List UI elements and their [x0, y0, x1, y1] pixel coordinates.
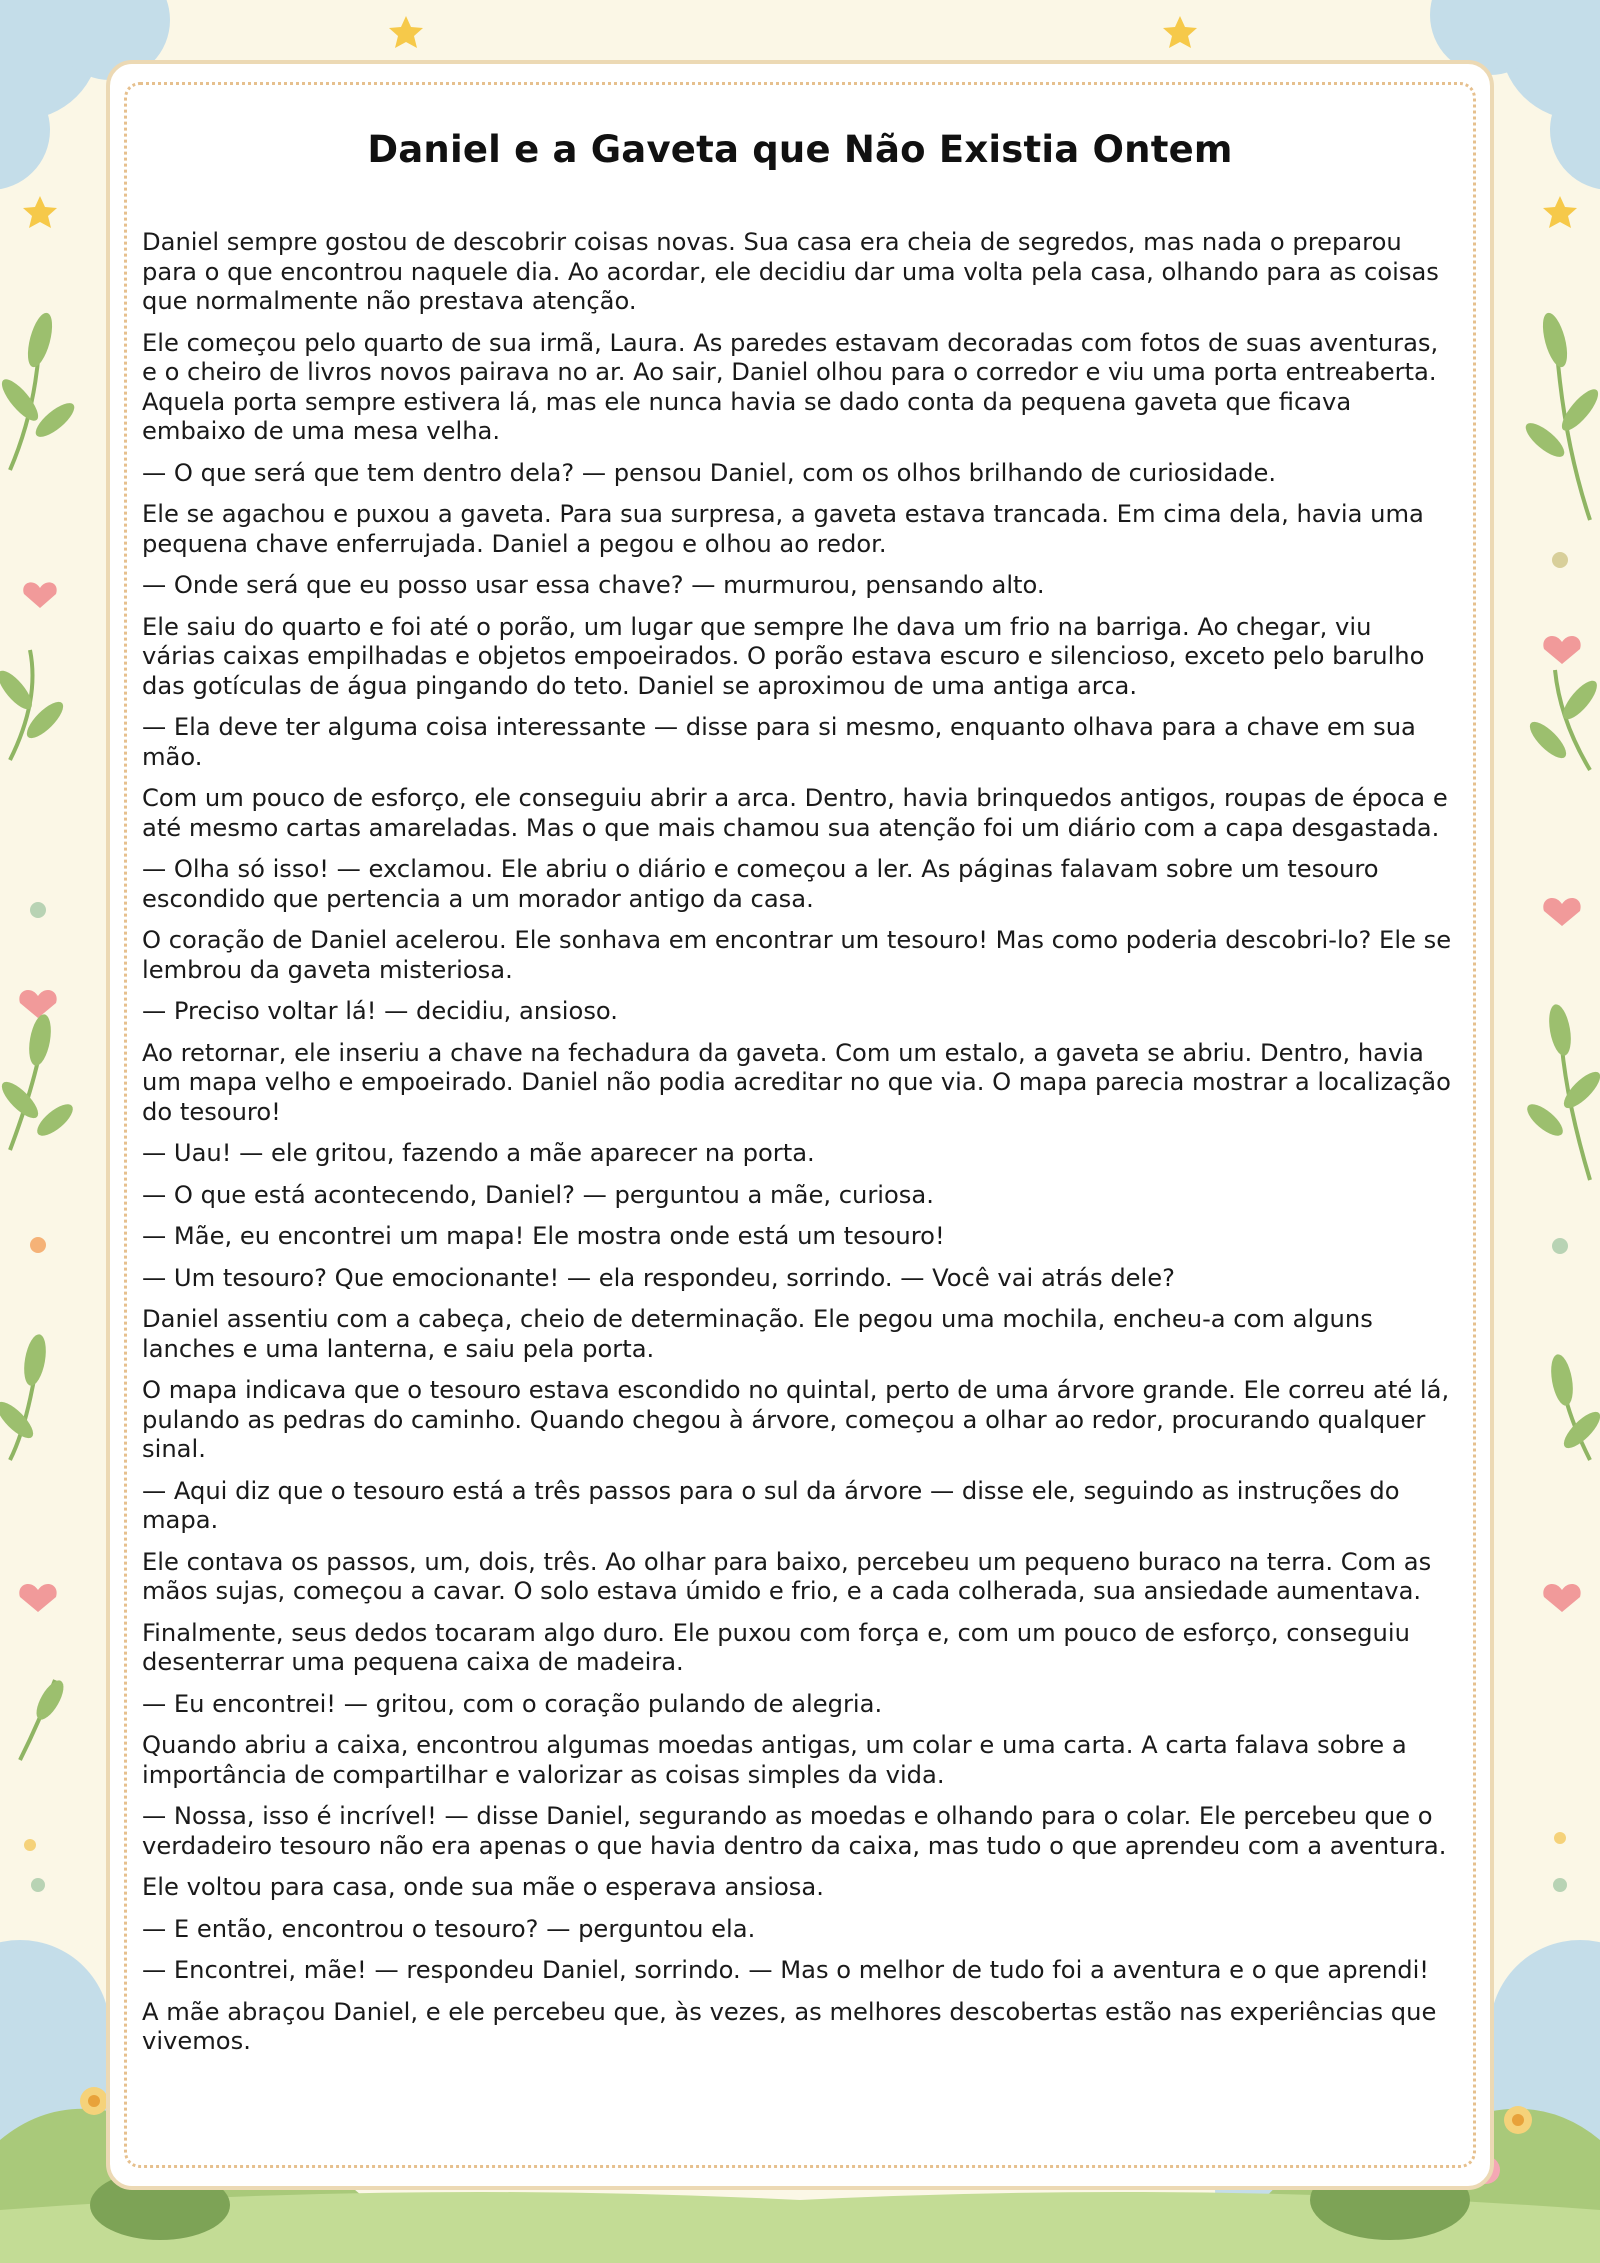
story-paragraph: Ele contava os passos, um, dois, três. Ao olhar para baixo, percebeu um pequeno buraco na terra. Com as mãos sujas, começou a cavar. O solo estava úmido e frio, e a cada colherada, sua ansiedade aumentava. — [142, 1547, 1432, 1605]
story-paragraph: — Olha só isso! — exclamou. Ele abriu o diário e começou a ler. As páginas falavam sobre um tesouro escondido que pertencia a um morador antigo da casa. — [142, 855, 1379, 913]
story-paragraph: — Ela deve ter alguma coisa interessante — disse para si mesmo, enquanto olhava para a chave em sua mão. — [142, 713, 1416, 771]
story-paragraph: Ele saiu do quarto e foi até o porão, um lugar que sempre lhe dava um frio na barriga. Ao chegar, viu várias caixas empilhadas e objetos empoeirados. O porão estava escuro e silencioso, exceto pelo barulho das gotículas de água pingando do teto. Daniel se aproximou de uma antiga arca. — [142, 612, 1425, 700]
story-paragraph: Com um pouco de esforço, ele conseguiu abrir a arca. Dentro, havia brinquedos antigos, roupas de época e até mesmo cartas amareladas. Mas o que mais chamou sua atenção foi um diário com a capa desgastada. — [142, 784, 1448, 842]
leaf-branch-icon — [0, 310, 79, 1723]
story-paragraph: — Um tesouro? Que emocionante! — ela respondeu, sorrindo. — Você vai atrás dele? — [142, 1263, 1175, 1292]
leaf-branch-icon — [1555, 320, 1590, 1460]
story-body — [142, 228, 1452, 2069]
story-paragraph: Ele se agachou e puxou a gaveta. Para sua surpresa, a gaveta estava trancada. Em cima dela, havia uma pequena chave enferrujada. Daniel a pegou e olhou ao redor. — [142, 500, 1424, 558]
story-paragraph: — Eu encontrei! — gritou, com o coração pulando de alegria. — [142, 1689, 883, 1718]
story-paragraph: — Nossa, isso é incrível! — disse Daniel, segurando as moedas e olhando para o colar. Ele percebeu que o verdadeiro tesouro não era apenas o que havia dentro da caixa, mas tudo o que aprendeu com a aventura. — [142, 1802, 1447, 1860]
story-paragraph: — Mãe, eu encontrei um mapa! Ele mostra onde está um tesouro! — [142, 1222, 945, 1250]
story-paragraph: Daniel sempre gostou de descobrir coisas novas. Sua casa era cheia de segredos, mas nada o preparou para o que encontrou naquele dia. Ao acordar, ele decidiu dar uma volta pela casa, olhando para as coisas que normalmente não prestava atenção. — [142, 228, 1439, 315]
story-paragraph: Ao retornar, ele inseriu a chave na fechadura da gaveta. Com um estalo, a gaveta se abriu. Dentro, havia um mapa velho e empoeirado. Daniel não podia acreditar no que via. O mapa parecia mostrar a localização do tesouro! — [142, 1038, 1451, 1126]
story-paragraph: O coração de Daniel acelerou. Ele sonhava em encontrar um tesouro! Mas como poderia descobri-lo? Ele se lembrou da gaveta misteriosa. — [142, 926, 1452, 984]
story-paragraph: — Uau! — ele gritou, fazendo a mãe aparecer na porta. — [142, 1139, 815, 1167]
story-paragraph: — Preciso voltar lá! — decidiu, ansioso. — [142, 997, 618, 1025]
story-paragraph: — Onde será que eu posso usar essa chave? — murmurou, pensando alto. — [142, 571, 1045, 599]
story-paragraph: O mapa indicava que o tesouro estava escondido no quintal, perto de uma árvore grande. Ele correu até lá, pulando as pedras do caminho. Quando chegou à árvore, começou a olhar ao redor, procurando qualquer sinal. — [142, 1376, 1450, 1463]
story-title: Daniel e a Gaveta que Não Existia Ontem — [367, 128, 1233, 171]
story-paragraph: Daniel assentiu com a cabeça, cheio de determinação. Ele pegou uma mochila, encheu-a com alguns lanches e uma lanterna, e saiu pela porta. — [142, 1305, 1373, 1363]
leaf-branch-icon — [1521, 310, 1600, 1453]
story-paragraph: — O que será que tem dentro dela? — pensou Daniel, com os olhos brilhando de curiosidade. — [142, 458, 1277, 487]
story-paragraph: A mãe abraçou Daniel, e ele percebeu que, às vezes, as melhores descobertas estão nas experiências que vivemos. — [142, 1997, 1437, 2055]
story-paragraph: — O que está acontecendo, Daniel? — perguntou a mãe, curiosa. — [142, 1180, 934, 1209]
story-paragraph: Finalmente, seus dedos tocaram algo duro. Ele puxou com força e, com um pouco de esforço, conseguiu desenterrar uma pequena caixa de madeira. — [142, 1618, 1410, 1676]
story-paragraph: Quando abriu a caixa, encontrou algumas moedas antigas, um colar e uma carta. A carta falava sobre a importância de compartilhar e valorizar as coisas simples da vida. — [142, 1731, 1407, 1789]
story-paragraph: Ele começou pelo quarto de sua irmã, Laura. As paredes estavam decoradas com fotos de suas aventuras, e o cheiro de livros novos pairava no ar. Ao sair, Daniel olhou para o corredor e viu uma porta entreaberta. Aquela porta sempre estivera lá, mas ele nunca havia se dado conta da pequena gaveta que ficava embaixo de uma mesa velha. — [142, 328, 1439, 445]
story-paragraph: — Aqui diz que o tesouro está a três passos para o sul da árvore — disse ele, seguindo as instruções do mapa. — [142, 1476, 1400, 1534]
story-paragraph: Ele voltou para casa, onde sua mãe o esperava ansiosa. — [142, 1873, 824, 1901]
story-paragraph: — Encontrei, mãe! — respondeu Daniel, sorrindo. — Mas o melhor de tudo foi a aventura e o que aprendi! — [142, 1956, 1430, 1984]
story-paragraph: — E então, encontrou o tesouro? — perguntou ela. — [142, 1914, 756, 1943]
